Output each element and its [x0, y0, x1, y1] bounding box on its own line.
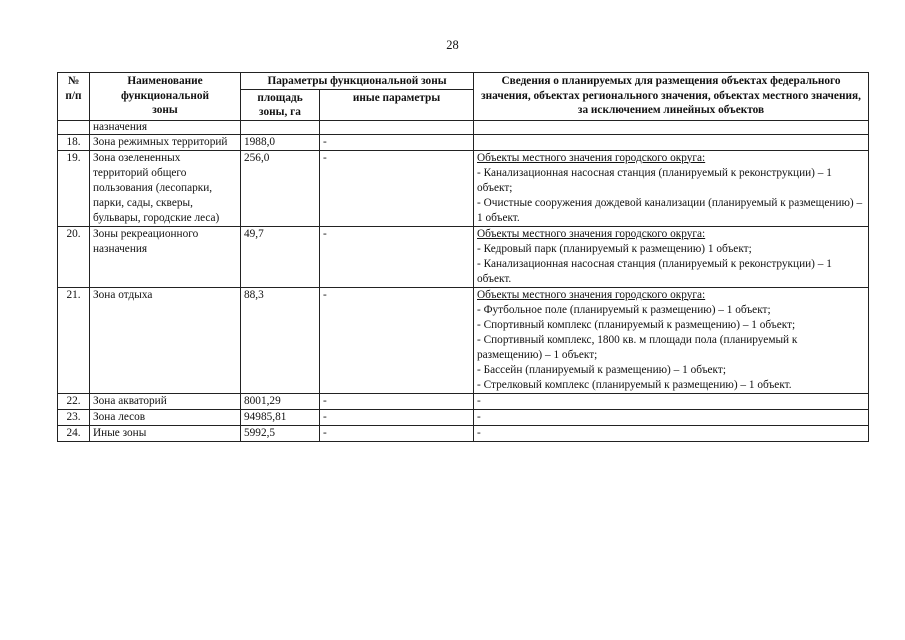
table-row [58, 150, 869, 226]
header-zone-name: Наименование функциональной зоны [90, 73, 241, 121]
cell-number: 22. [58, 393, 90, 409]
cell-number: 18. [58, 134, 90, 150]
planned-object-item: - Очистные сооружения дождевой канализации (планируемый к размещению) – 1 объект. [477, 196, 863, 224]
cell-number [58, 120, 90, 134]
planned-object-item: - Канализационная насосная станция (планируемый к реконструкции) – 1 объект; [477, 166, 832, 194]
cell-other-parameters: - [320, 150, 474, 226]
cell-other-parameters: - [320, 134, 474, 150]
cell-planned-objects [474, 393, 869, 409]
cell-other-parameters: - [320, 226, 474, 287]
planned-object-item: - Спортивный комплекс (планируемый к размещению) – 1 объект; [477, 318, 796, 331]
cell-area: 5992,5 [241, 425, 320, 441]
cell-other-parameters: - [320, 425, 474, 441]
page-number: 28 [446, 38, 459, 52]
cell-planned-objects [474, 150, 869, 226]
planned-object-item: - Бассейн (планируемый к размещению) – 1 объект; [477, 363, 726, 376]
cell-number: 24. [58, 425, 90, 441]
table-body [58, 120, 869, 441]
header-planned-objects: Сведения о планируемых для размещения объектах федерального значения, объектах регионального значения, объектах местного значения, за исключением линейных объектов [474, 73, 869, 121]
cell-zone-name: Зона режимных территорий [90, 134, 241, 150]
table-row-continuation [58, 120, 869, 134]
cell-zone-name: Иные зоны [90, 425, 241, 441]
cell-planned-objects [474, 134, 869, 150]
planned-objects-title: Объекты местного значения городского округа: [477, 227, 706, 240]
cell-other-parameters: - [320, 287, 474, 393]
planned-objects-title: Объекты местного значения городского округа: [477, 151, 706, 164]
header-zone-parameters: Параметры функциональной зоны [241, 73, 474, 90]
cell-area: 1988,0 [241, 134, 320, 150]
cell-area: 256,0 [241, 150, 320, 226]
planned-object-item: - Стрелковый комплекс (планируемый к размещению) – 1 объект. [477, 378, 792, 391]
cell-other-parameters [320, 120, 474, 134]
cell-number: 20. [58, 226, 90, 287]
cell-area: 94985,81 [241, 409, 320, 425]
cell-planned-objects [474, 425, 869, 441]
table-row [58, 425, 869, 441]
cell-planned-objects [474, 287, 869, 393]
cell-area [241, 120, 320, 134]
table-header [58, 73, 869, 121]
cell-zone-name: назначения [90, 120, 241, 134]
planned-object-item: - [477, 426, 481, 439]
cell-planned-objects [474, 226, 869, 287]
planned-object-item: - Канализационная насосная станция (планируемый к реконструкции) – 1 объект. [477, 257, 832, 285]
cell-other-parameters: - [320, 393, 474, 409]
planned-object-item: - Футбольное поле (планируемый к размещению) – 1 объект; [477, 303, 771, 316]
cell-number: 23. [58, 409, 90, 425]
cell-other-parameters: - [320, 409, 474, 425]
cell-zone-name: Зона озелененных территорий общего пользования (лесопарки, парки, сады, скверы, бульвары, городские леса) [90, 150, 241, 226]
functional-zones-table [57, 72, 869, 442]
cell-planned-objects [474, 120, 869, 134]
planned-object-item: - [477, 394, 481, 407]
cell-number: 21. [58, 287, 90, 393]
table-row [58, 393, 869, 409]
header-area: площадь зоны, га [241, 89, 320, 120]
header-other-parameters: иные параметры [320, 89, 474, 120]
table-row [58, 409, 869, 425]
cell-area: 88,3 [241, 287, 320, 393]
planned-object-item: - [477, 410, 481, 423]
cell-area: 8001,29 [241, 393, 320, 409]
header-number: № п/п [58, 73, 90, 121]
planned-objects-title: Объекты местного значения городского округа: [477, 288, 706, 301]
planned-object-item: - Кедровый парк (планируемый к размещению) 1 объект; [477, 242, 752, 255]
planned-object-item: - Спортивный комплекс, 1800 кв. м площади пола (планируемый к размещению) – 1 объект; [477, 333, 798, 361]
cell-zone-name: Зона лесов [90, 409, 241, 425]
cell-number: 19. [58, 150, 90, 226]
cell-zone-name: Зоны рекреационного назначения [90, 226, 241, 287]
cell-zone-name: Зона отдыха [90, 287, 241, 393]
table-row [58, 287, 869, 393]
table-row [58, 134, 869, 150]
table-row [58, 226, 869, 287]
cell-planned-objects [474, 409, 869, 425]
cell-zone-name: Зона акваторий [90, 393, 241, 409]
cell-area: 49,7 [241, 226, 320, 287]
